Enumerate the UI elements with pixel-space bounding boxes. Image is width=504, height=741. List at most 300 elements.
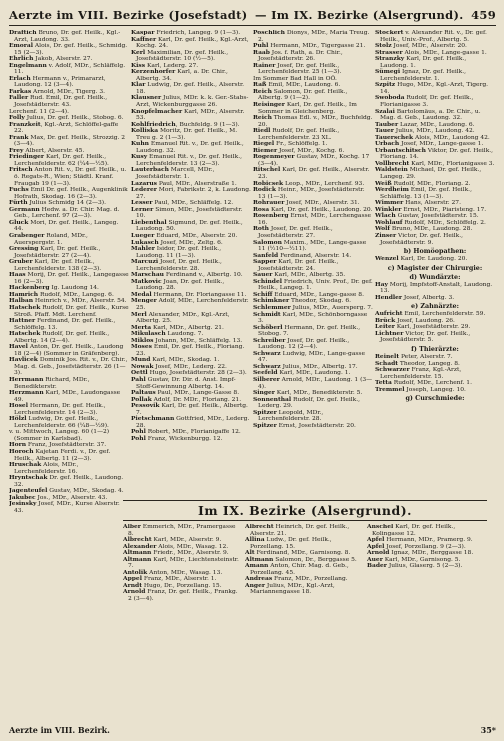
entry-surname: Lederer: [131, 186, 157, 194]
entry-details: Morij, Impfstoff-Anstalt, Laudong. 13.: [380, 280, 493, 295]
district-ix-banner: Im IX. Bezirke (Alsergrund).: [123, 500, 487, 521]
directory-entry: [9, 167, 129, 187]
entry-details: Karl, Dr. gef. Heilk., Laudong. 1.: [380, 55, 467, 69]
entry-details: Viktor, Dr. gef. Heilk., Floriang. 14.: [380, 146, 494, 161]
entry-surname: Sümegi: [375, 68, 401, 76]
entry-surname: Ritschel: [253, 166, 281, 174]
entry-surname: Hatschek: [9, 303, 41, 311]
entry-details: Lerchenf. 11 (2—4).: [9, 107, 69, 115]
entry-details: Karl, Dr. gef. Heilk., Albertg. 7.: [136, 402, 248, 416]
entry-surname: Hruschak: [9, 461, 42, 469]
entry-details: Jos. f. Rath, a. Dr. Chir., Josefstädterstr. 26.: [258, 48, 343, 63]
entry-surname: Lerner: [131, 205, 154, 213]
entry-surname: Mahler: [131, 245, 155, 253]
entry-surname: Raab: [253, 48, 270, 56]
entry-details: Karl, MDr., Alserstr. 9.: [151, 536, 222, 544]
entry-details: Julius, MDr. k. k. Ger.-Stabs-Arzt, Wickenburggasse 26.: [136, 94, 249, 109]
entry-details: Joseph, Langeg. 10.: [404, 385, 466, 393]
entry-details: Mori, Fabrikstr. 2, k. Laudong. 27.: [136, 186, 251, 200]
entry-surname: Mikulasch: [131, 330, 166, 338]
page-number: 459: [471, 8, 496, 22]
entry-details: Im Sommer Bad Hall in OÖ.: [253, 74, 337, 82]
entry-details: Julius, Dr. gef. Heilk., Stobog. 6.: [24, 114, 124, 122]
entry-details: Dionys, MDr., Maria Treug. 2.: [258, 30, 370, 43]
entry-details: Rudolf, Dr. gef. Heilk., Albertg. 14 (2—4).: [14, 330, 110, 344]
entry-surname: Strasser: [375, 48, 403, 56]
entry-surname: Erlach: [9, 74, 31, 82]
entry-surname: Allina: [245, 536, 265, 544]
entry-surname: Gruber: [9, 258, 33, 266]
entry-surname: Reich: [253, 87, 272, 95]
entry-surname: Pohl: [131, 428, 146, 436]
entry-surname: Lauterbach: [131, 166, 169, 174]
entry-details: Karl, Dr. gef. Heilk., Lerchenfelderstr. 62 (¼4—½5).: [14, 153, 109, 167]
entry-surname: Reich: [253, 114, 272, 122]
entry-surname: Haas: [9, 271, 26, 279]
entry-details: Emil Dr. gef. Heilk., Augenklinik Hofrath, Skodag. 16 (2—3).: [14, 186, 128, 200]
entry-surname: Mund: [131, 356, 151, 364]
entry-surname: Pessovik: [131, 402, 160, 410]
directory-entry: [245, 583, 365, 596]
entry-surname: Klar: [131, 81, 146, 89]
entry-surname: Farkas: [9, 87, 32, 95]
entry-details: Fr., Schlöffelg. 1.: [274, 140, 328, 148]
entry-surname: Fuchs: [9, 186, 29, 194]
entry-surname: Winkler: [375, 205, 402, 213]
entry-details: Dominik Jos. Rit. v., Dr. Chir., Mag. d. Geb., Josefstädterstr. 26 (1—3).: [14, 356, 128, 377]
entry-surname: Pohl: [131, 434, 146, 442]
entry-details: Theodor, Langeg. 8.: [397, 359, 460, 367]
entry-surname: Stolz: [375, 42, 392, 50]
entry-surname: Marcuzi: [131, 258, 159, 266]
entry-details: Franz, Dr. gef. Heilk., Frankg. 2 (3—4).: [128, 588, 238, 603]
entry-surname: Riemer: [253, 146, 278, 154]
entry-surname: Kerl: [131, 48, 146, 56]
entry-surname: Frey: [9, 146, 24, 154]
entry-details: Gustav, MDr., Kochg. 17 (3—4).: [258, 153, 370, 167]
entry-surname: Swoboda: [375, 94, 405, 102]
entry-details: Emanuel Rit. v., Dr. gef. Heilk., Lerchenfelderstr. 13 (2—3).: [136, 153, 242, 167]
entry-surname: Draftich: [9, 30, 37, 36]
page-header: [9, 8, 496, 26]
entry-surname: Gressing: [9, 245, 39, 253]
entry-details: Rudolf, MDr., Floriang. 2.: [391, 179, 471, 187]
entry-details: Josef, MDr., Lederg. 22.: [153, 362, 227, 370]
entry-details: Rudolf, Dr. gef. Heilk., Lerchenfelderstr. 23 XL.: [258, 127, 340, 141]
entry-details: v. Adolf, MDr., Schläffelg. 11.: [14, 61, 126, 76]
entry-details: Emmerich, MDr., Pramergasse 8.: [128, 524, 236, 537]
entry-surname: Grabenger: [9, 231, 45, 239]
entry-surname: Wohlauf: [375, 218, 403, 226]
entry-surname: Kaspar: [131, 30, 155, 36]
entry-surname: Apfel: [367, 536, 385, 544]
entry-details: Hedw. a. Dr. Chir. Mag. d. Geb., Lerchenf. 97 (2—3).: [14, 205, 120, 220]
entry-details: Karl, Dr. gef. Heilk., Josefstädterstr. 27 (2—4).: [14, 245, 101, 259]
entry-surname: Kohlfriedrich: [131, 120, 176, 128]
entry-details: Karl, Lederg. 27.: [145, 61, 199, 69]
entry-details: Alois, MDr., Laudong 42.: [413, 133, 490, 141]
entry-surname: Kusy: [131, 153, 148, 161]
entry-details: Josef, Albertg. 3.: [402, 293, 455, 301]
entry-surname: Pietschmann: [131, 415, 175, 423]
entry-surname: Lesser: [131, 199, 153, 207]
entry-details: Karl, MDr., Laudongasse 49.: [14, 389, 121, 403]
directory-entry: [131, 436, 251, 443]
entry-details: Josef, MDr., Kochg. 6.: [277, 146, 345, 154]
entry-surname: Urbach: [375, 140, 400, 148]
entry-details: Heinrich v., MDr., Alserstr. 54.: [33, 297, 127, 305]
entry-details: Julius, MDr., Laudong. 42.: [393, 127, 475, 135]
entry-surname: Lueger: [131, 231, 155, 239]
entry-surname: Liebenthal: [131, 218, 167, 226]
entry-details: Karl, MDr., Alserstr. 53.: [136, 107, 245, 122]
entry-details: Karl, Dr. Laudong. 20.: [398, 255, 468, 263]
column-3: [253, 30, 373, 510]
entry-details: Hermann, Dr. gef. Heilk., Lerchenfelderstr. 14 (2—3).: [14, 402, 106, 416]
entry-details: Eduard, MDr., Alserstr. 20.: [154, 231, 238, 239]
entry-surname: Reisinger: [253, 101, 285, 109]
entry-details: Arnold, MDr., Tigerg. 3.: [31, 87, 105, 95]
entry-details: , Buchfeldg. 9 (1—3).: [175, 120, 240, 128]
entry-details: Isidor, Dr. gef. Heilk., Laudong. 11 (1—3).: [136, 245, 222, 259]
directory-entry: [367, 563, 487, 570]
section-heading: d) Wundärzte:: [409, 272, 461, 281]
entry-details: Ignaz, MDr., Berggasse 18.: [389, 549, 474, 557]
entry-surname: Schindel: [253, 277, 282, 285]
entry-surname: Lichtner: [375, 329, 404, 337]
entry-details: Rudolf, MDr., Langeg. 6.: [38, 290, 114, 298]
entry-surname: Zinser: [375, 231, 397, 239]
entry-surname: Altmann: [123, 549, 152, 557]
entry-details: Gustav, MDr., Skodag. 4.: [47, 487, 124, 495]
section-heading: g) Curschmiede:: [405, 394, 465, 403]
entry-details: Ludwig, Dr. gef. Heilk., Lerchenfelderstr. 66 (¼8—½9).: [14, 415, 109, 429]
entry-details: Rudolf, Dr. gef. Heilk., Florianigasse 3.: [380, 94, 474, 109]
entry-surname: Reinelt: [375, 352, 400, 360]
entry-details: Karl, MDr., Albertg. 21.: [151, 323, 224, 331]
entry-details: Ludwig, MDr., Lange-gasse 47.: [258, 349, 365, 364]
entry-surname: Jakubec: [9, 493, 36, 501]
entry-surname: Szalai: [375, 107, 395, 115]
entry-details: Theodor, Skodag. 6.: [289, 297, 352, 305]
district-ix-column-1: [123, 524, 243, 724]
entry-details: Hugo, Josefstädterstr. 28 (2—3).: [147, 369, 247, 377]
directory-entry: [9, 501, 129, 514]
entry-details: Victor, Dr. gef. Heilk., Josefstädterstr. 5.: [380, 329, 471, 344]
entry-surname: Schreiber: [253, 336, 286, 344]
entry-details: Bruno, Dr. gef. Heilk., Kgl.-Arzt, Laudong. 33.: [14, 30, 121, 43]
entry-surname: Schwarzer: [375, 366, 410, 374]
entry-surname: Hackenberg: [9, 284, 50, 292]
entry-details: Karl, a. Dr. Chir., Albertg. 34.: [136, 68, 228, 82]
entry-details: Josef, Dr. gef. Heilk., Laudong. 12 (2—4).: [258, 336, 350, 351]
entry-details: Friedrich, Univ. Prof., Dr. gef. Heilk., Langeg. 1.: [258, 277, 373, 292]
entry-surname: Kiss: [131, 61, 146, 69]
entry-surname: Jesinsky: [9, 500, 37, 508]
entry-surname: Frank: [9, 133, 29, 141]
entry-surname: Albrecht: [245, 524, 274, 530]
entry-surname: Rainer: [253, 61, 276, 69]
entry-details: Paul, MDr., Schläffelg. 12.: [152, 199, 234, 207]
entry-surname: Spitzer: [253, 408, 277, 416]
district-ix-columns: [123, 524, 487, 724]
district-ix-column-2: [245, 524, 365, 724]
entry-surname: Kolliska: [131, 127, 159, 135]
entry-surname: Poschlich: [253, 30, 285, 36]
entry-details: Mori, Dr. gef. Heilk., Langeg. 44.: [14, 218, 119, 233]
entry-details: Friedr., MDr., Alserstr. 9.: [151, 549, 229, 557]
header-left: Aerzte im VIII. Bezirke (Josefstadt): [9, 8, 248, 22]
entry-surname: Brück: [375, 316, 396, 324]
entry-details: Paul, MDr., Lange-Gasse 8.: [155, 389, 240, 397]
directory-entry: [375, 387, 495, 394]
entry-surname: Paltaus: [131, 389, 156, 397]
entry-details: Emanuel Rit. v., Dr. gef. Heilk., Laudong. 32.: [136, 140, 244, 154]
entry-surname: Lukasch: [131, 238, 159, 246]
entry-details: Johann, MDr., Schläffelg. 13.: [153, 336, 243, 344]
entry-details: , Kgl.-Arzt, Schlöffel-gaffe 22.: [14, 120, 119, 135]
entry-details: Salomon, Dr. gef. Heilk., Albertg. 9 (1—2).: [258, 87, 348, 102]
entry-surname: Sapper: [253, 258, 277, 266]
entry-details: Leopold, MDr., Lerchenfelderstr. 28.: [258, 408, 324, 423]
entry-surname: Stranzky: [375, 55, 405, 63]
entry-details: Franz, Josefstädterstr. 37.: [26, 441, 107, 449]
entry-details: Eduard, MDr., Lange-gasse 8.: [272, 290, 364, 298]
entry-surname: Sanfeld: [253, 251, 279, 259]
entry-details: Franz, MDr., Porzellang.: [272, 575, 348, 583]
entry-details: Karl, Dr. gef. Heilk., Laudong. 20.: [269, 205, 373, 213]
entry-details: Franz, MDr., Alserstr. 1.: [141, 575, 217, 583]
entry-details: Heinr., MDr., Josefstädterstr. 13 (1—3).: [258, 186, 365, 200]
entry-details: Roland, MDr., Auerspergstr. 1.: [14, 231, 88, 246]
entry-details: Josef, Dr. gef. Heilk., Lerchenfelderstr. 28.: [136, 258, 222, 272]
entry-surname: Wolf: [375, 225, 390, 233]
entry-details: Josef, MDr., Alserstr. 20.: [391, 42, 467, 50]
entry-surname: Alt: [245, 549, 255, 557]
entry-surname: Germann: [9, 205, 40, 213]
entry-details: Jos., MDr., Alserstr. 43.: [35, 493, 108, 501]
entry-surname: Kerzenhorfer: [131, 68, 176, 76]
entry-surname: Medal: [131, 290, 152, 298]
section-heading: f) Thierärzte:: [411, 344, 459, 353]
entry-surname: Tremmel: [375, 385, 405, 393]
entry-surname: Matkovic: [131, 277, 162, 285]
entry-surname: Horn: [9, 441, 27, 449]
entry-details: Ferdinand, Alserstr. 14.: [278, 251, 352, 259]
entry-surname: Havel: [9, 343, 28, 351]
entry-surname: Hosel: [9, 402, 28, 410]
entry-details: Hugo, MDr., Kgl.-Arzt, Tigerg. 14.: [380, 81, 489, 95]
entry-details: Josef, MDr., Lange-gasse 1.: [399, 140, 484, 148]
entry-surname: Menger: [131, 297, 157, 305]
entry-details: Hans, Alserstr. 27.: [403, 199, 461, 207]
directory-entry: [123, 589, 243, 602]
entry-surname: Albrecht: [123, 536, 152, 544]
entry-surname: Wenzel: [375, 255, 399, 263]
entry-surname: Vollbrecht: [375, 159, 410, 167]
entry-details: Robert, MDr., Florianigaffe 12.: [145, 428, 241, 436]
entry-details: Emil, Dr. gef. Heilk., Schläffelg. 13 (1—3).: [380, 186, 472, 200]
entry-details: Rud. Emil, Dr. gef. Heilk., Josefstädterstr. 43.: [14, 94, 108, 109]
entry-details: Bartolomäus, a. Dr. Chir., u. Mag. d. Geb., Laudong. 32.: [380, 107, 481, 122]
entry-surname: Arnold: [367, 549, 390, 557]
page-footer: [9, 725, 496, 735]
entry-surname: Horoch: [9, 448, 34, 455]
entry-surname: Schwarz: [253, 349, 281, 357]
district-ix-column-3: [367, 524, 487, 724]
entry-details: v. Alexander Rit. v., Dr. gef. Heilk., Univ.-Prof., Albertg. 5.: [380, 30, 487, 43]
entry-surname: Friedinger: [9, 153, 45, 161]
entry-details: Ernst, MDr., Piaristeng. 17.: [401, 205, 487, 213]
directory-entry: [375, 331, 495, 344]
entry-surname: Folly: [9, 114, 25, 122]
entry-details: Julius, Glaserg. 5 (2—3).: [386, 562, 463, 570]
entry-surname: Tauer: [375, 127, 394, 135]
entry-details: Josef, Porzellang. 9 (2—3).: [384, 542, 466, 550]
entry-surname: Alber: [123, 524, 141, 530]
entry-details: Bruno, MDr., Laudong. 28.: [389, 225, 473, 233]
entry-surname: Spitzer: [253, 421, 277, 429]
entry-surname: Merl: [131, 310, 147, 318]
entry-surname: Lazarus: [131, 179, 158, 187]
entry-surname: Arndt: [123, 581, 142, 589]
entry-surname: Werdheim: [375, 186, 409, 194]
entry-surname: Apfel: [367, 542, 385, 550]
entry-details: Karl, Dr. gef. Heilk., Kgl.-Arzt, Kochg. 24.: [136, 35, 249, 50]
entry-details: Josef, MDr., Alserstr. 31.: [284, 199, 360, 207]
entry-surname: Moses: [131, 343, 152, 351]
entry-details: Ludw., Dr. gef. Heilk., Porzellang. 15.: [250, 536, 332, 550]
entry-details: Ig. Laudong 14.: [49, 284, 99, 292]
entry-details: Ernst, MDr., Lerchengasse 16.: [258, 212, 372, 226]
entry-surname: Sauer: [253, 271, 273, 279]
entry-surname: Rosenberg: [253, 212, 289, 220]
entry-details: Karl, MDr., Florianigasse 3.: [409, 159, 495, 167]
entry-details: Hermann v., Primararzt, Laudong. 12 (3—4).: [14, 74, 106, 89]
entry-details: Hugo, Dr., Porzellang. 15.: [141, 581, 222, 589]
entry-surname: Schimkner: [253, 297, 290, 305]
entry-details: Julius, MDr., Auersperg. 7.: [290, 303, 373, 311]
entry-surname: Rohrauer: [253, 199, 285, 207]
entry-details: Maximilian, Dr. gef. Heilk., Josefstädterstr. 10 (½—5).: [136, 48, 229, 63]
entry-surname: Auer: [367, 555, 383, 563]
entry-surname: Singer: [253, 389, 275, 397]
entry-details: Hermann, MDr., Pramerg. 9.: [384, 536, 473, 544]
entry-details: Hermann, Dr. gef. Heilk., Stobog. 7.: [258, 323, 361, 338]
entry-surname: Hattner: [9, 317, 36, 325]
entry-surname: Antolik: [123, 568, 148, 576]
entry-details: Leop., MDr., Lerchenf. 93.: [283, 179, 365, 187]
entry-details: Karl, MDr., Garnisong. 5.: [382, 555, 461, 563]
footer-right: 35*: [480, 725, 496, 735]
entry-details: Alois, MDr., Lerchenfelderstr. 16.: [14, 461, 79, 475]
entry-details: Josef, Laudong. 26.: [395, 316, 455, 324]
entry-surname: Wimmer: [375, 199, 404, 207]
entry-details: Sigmund, Dr. gef. Heilk., Laudong. 50.: [136, 218, 243, 233]
entry-details: Max, Dr. gef. Heilk., Strozzig. 2 (3—4).: [14, 133, 126, 148]
entry-surname: Schiff: [253, 290, 273, 298]
entry-surname: Halban: [9, 297, 34, 305]
entry-details: Karl, Dr. gef. Heilk., Kolingasse 12.: [372, 524, 456, 537]
entry-surname: Pahl: [131, 375, 146, 383]
entry-details: Karl, MDr., Laudong. 1.: [277, 369, 351, 377]
entry-surname: Aufricht: [375, 310, 403, 318]
footer-left: Aerzte im VIII. Bezirk.: [9, 725, 110, 735]
entry-surname: Robicsek: [253, 179, 284, 187]
entry-details: Karl, Dr. gef. Heilk., Lerchenfelderstr. 138 (2—3).: [14, 258, 102, 272]
entry-details: Josef, Dr. gef. Heilk., Lerchenfelderstr. 25 (1—3).: [258, 61, 342, 76]
entry-surname: Tauber: [375, 120, 399, 128]
entry-surname: Schmidt: [253, 310, 281, 318]
column-4: [375, 30, 495, 510]
entry-details: Simon, MDr., Josefstädterstr. 10.: [136, 205, 243, 220]
entry-details: Thomas Edl. v., MDr., Buchfeldg. 20.: [258, 114, 373, 128]
entry-details: Hermann, Dr. Floriangasse 11.: [151, 290, 247, 298]
entry-surname: Hryntschak: [9, 474, 48, 482]
entry-details: Rudolf, MDr., Lerchenf. 1.: [391, 379, 472, 387]
entry-details: Alois, Dr. gef. Heilk., Schmidg. 15 (2—3).: [14, 42, 128, 56]
entry-details: Maxim., MDr., Lange-gasse 11 (½10—½11).: [258, 238, 367, 253]
entry-details: Friedrich, Langeg. 9 (1—3).: [154, 30, 241, 36]
entry-surname: Alexander: [123, 542, 157, 550]
entry-details: Karl, Dr. gef. Heilk., Alserstr. 23.: [258, 166, 370, 181]
entry-details: Julius Schmidg 14 (2—3).: [27, 199, 106, 207]
entry-surname: Altmann: [245, 555, 274, 563]
entry-surname: Herzmann: [9, 389, 44, 397]
entry-details: Karl, MDr., Schönborngasse 3.: [258, 310, 368, 325]
entry-details: Rudolf, Dr. gef. Heilk., Kurse Stroß. Pfaff. Mdt. Lerchenf.: [14, 303, 129, 318]
entry-surname: Herrmann: [9, 375, 44, 383]
entry-surname: Waldstein: [375, 166, 408, 174]
entry-surname: Tetta: [375, 379, 392, 387]
entry-surname: Roth: [253, 225, 269, 233]
entry-surname: Marschau: [131, 271, 164, 279]
entry-surname: Faller: [9, 94, 29, 102]
entry-details: Kajetan Ferdi. v., Dr. gef. Heilk., Albertg. 11 (2—3).: [14, 448, 111, 462]
entry-details: Rudolf, MDr., Schlöffelg. 2.: [402, 218, 486, 226]
entry-details: Emil, Dr. gef. Heilk., Floriang. 23.: [136, 343, 245, 357]
entry-details: Karl, Josefstädterstr. 29.: [394, 323, 471, 331]
entry-surname: Gluck: [9, 218, 29, 226]
entry-surname: Leiter: [375, 323, 395, 331]
entry-surname: Rodick: [253, 186, 277, 194]
entry-surname: Anschel: [367, 524, 394, 530]
entry-details: Gottfried, MDr., Lederg. 28.: [136, 415, 250, 429]
entry-details: Karl, MDr., Albertg. 35.: [272, 271, 346, 279]
entry-details: Ferdinand, MDr., Garnisong. 8.: [254, 549, 351, 557]
entry-details: Michael, Dr. gef. Heilk., Langeg. 29.: [380, 166, 482, 181]
entry-details: Adolf, Dr. MDr., Floriang. 21.: [151, 395, 242, 403]
entry-details: Josef, MDr., Zeltg. 6.: [158, 238, 223, 246]
column-2: [131, 30, 251, 510]
entry-surname: Ehrlich: [9, 55, 34, 63]
entry-surname: Emoral: [9, 42, 33, 50]
entry-surname: Kaffner: [131, 35, 157, 43]
directory-entry: [9, 357, 129, 377]
entry-details: Paul, MDr., Alserstraße 1.: [157, 179, 237, 187]
entry-surname: Anger: [245, 581, 265, 589]
entry-surname: Kuhn: [131, 140, 149, 148]
entry-surname: Rosa: [253, 205, 270, 213]
entry-details: Karl, MDr., Liechtensteinstr. 7.: [128, 555, 239, 570]
entry-surname: Schöberl: [253, 323, 283, 331]
column-1: [9, 30, 129, 714]
entry-details: Arnold, MDr., Laudong. 1 (3—4).: [258, 375, 373, 390]
entry-surname: Fürth: [9, 199, 28, 207]
entry-surname: Jagenteufel: [9, 487, 48, 495]
entry-details: Gustav, Dr. Dir. d. Anst. Impf-Stoff-Gewinnung Albertg. 14.: [136, 375, 236, 390]
entry-surname: Schwarz: [253, 362, 281, 370]
